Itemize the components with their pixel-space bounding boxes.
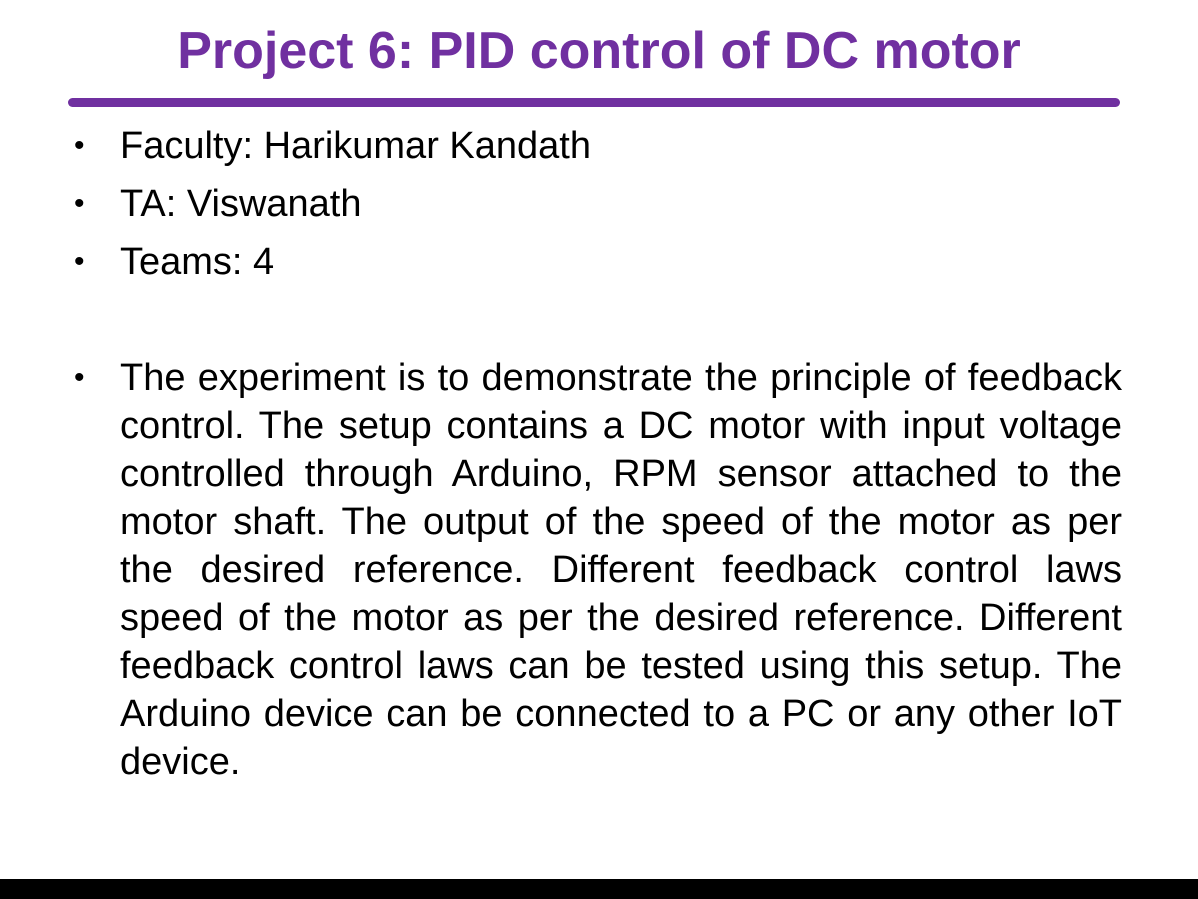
slide-title: Project 6: PID control of DC motor	[177, 22, 1021, 80]
title-underline	[68, 98, 1120, 107]
teams-text: Teams: 4	[120, 241, 275, 283]
faculty-text: Faculty: Harikumar Kandath	[120, 125, 591, 167]
ta-text: TA: Viswanath	[120, 183, 362, 225]
bottom-bar	[0, 879, 1198, 899]
bullet-dot-icon: •	[74, 245, 85, 278]
bullet-dot-icon: •	[74, 361, 85, 394]
bullet-dot-icon: •	[74, 187, 85, 220]
description-text: The experiment is to demonstrate the principle of feedback control. The setup contains a DC motor with input voltage controlled through Arduino, RPM sensor attached to the motor shaft. The output of the speed of the motor as per the desired reference. Different feedback control laws speed of the motor as per the desired reference. Different feedback control laws can be tested using this setup. The Arduino device can be connected to a PC or any other IoT device.	[120, 357, 1122, 783]
bullet-dot-icon: •	[74, 129, 85, 162]
